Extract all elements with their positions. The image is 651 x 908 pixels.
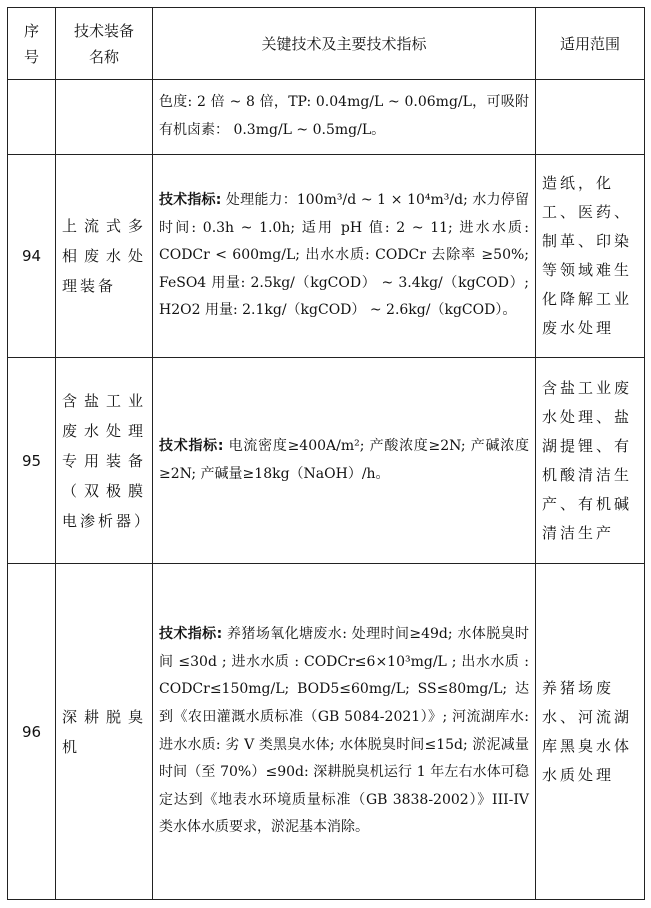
table-header-row (8, 8, 645, 80)
row-scope (536, 80, 645, 155)
row-name (56, 80, 153, 155)
row-tech (153, 155, 536, 358)
row-no: 96 (8, 564, 56, 900)
header-name: 技术装备名称 (56, 8, 153, 80)
row-no: 95 (8, 358, 56, 564)
row-name: 上流式多相废水处理装备 (56, 155, 153, 358)
row-tech (153, 358, 536, 564)
row-scope: 含盐工业废水处理、盐湖提锂、有机酸清洁生产、有机碱清洁生产 (536, 358, 645, 564)
tech-label: 技术指标: (159, 626, 223, 643)
row-name: 含盐工业废水处理专用装备（双极膜电渗析器） (56, 358, 153, 564)
row-tech: 色度: 2 倍 ~ 8 倍，TP: 0.04mg/L ~ 0.06mg/L，可吸附有机卤素： 0.3mg/L ~ 0.5mg/L。 (153, 80, 536, 155)
row-scope: 养猪场废水、河流湖库黑臭水体水质处理 (536, 564, 645, 900)
tech-text: 电流密度≥400A/m²; 产酸浓度≥2N; 产碱浓度≥2N; 产碱量≥18kg（NaOH）/h。 (159, 437, 529, 482)
table-row (8, 80, 645, 155)
tech-label: 技术指标: (159, 192, 222, 209)
row-tech (153, 564, 536, 900)
header-no: 序号 (8, 8, 56, 80)
row-no: 94 (8, 155, 56, 358)
table-row (8, 358, 645, 564)
table-row (8, 155, 645, 358)
tech-label: 技术指标: (159, 437, 224, 454)
header-scope: 适用范围 (536, 8, 645, 80)
table-row (8, 564, 645, 900)
row-name: 深耕脱臭机 (56, 564, 153, 900)
row-scope: 造纸，化工、医药、制革、印染等领域难生化降解工业废水处理 (536, 155, 645, 358)
row-no (8, 80, 56, 155)
tech-text: 处理能力：100m³/d ~ 1 × 10⁴m³/d; 水力停留时间: 0.3h ~ 1.0h; 适用 pH 值: 2 ~ 11; 进水水质: CODCr < 600mg/L; 出水水质: CODCr 去除率 ≥50%; FeSO4 用量: 2.5kg/（kgCOD） ~ 3.4kg/（kgCOD）; H2O2 用量: 2.1kg/（kgCOD） ~ 2.6kg/（kgCOD）。 (159, 192, 529, 319)
tech-text: 养猪场氧化塘废水: 处理时间≥49d; 水体脱臭时间 ≤30d ; 进水水质 : CODCr≤6×10³mg/L ; 出水水质 : CODCr≤150mg/L; BOD5≤60mg/L; SS≤80mg/L; 达到《农田灌溉水质标准（GB 5084-2021）》; 河流湖库水: 进水水质: 劣 V 类黑臭水体; 水体脱臭时间≤15d; 淤泥减量时间（至 70%）≤90d: 深耕脱臭机运行 1 年左右水体可稳定达到《地表水环境质量标准（GB 3838-2002）》III-IV 类水体水质要求，淤泥基本消除。 (159, 626, 529, 836)
equipment-table (7, 7, 645, 900)
header-tech: 关键技术及主要技术指标 (153, 8, 536, 80)
